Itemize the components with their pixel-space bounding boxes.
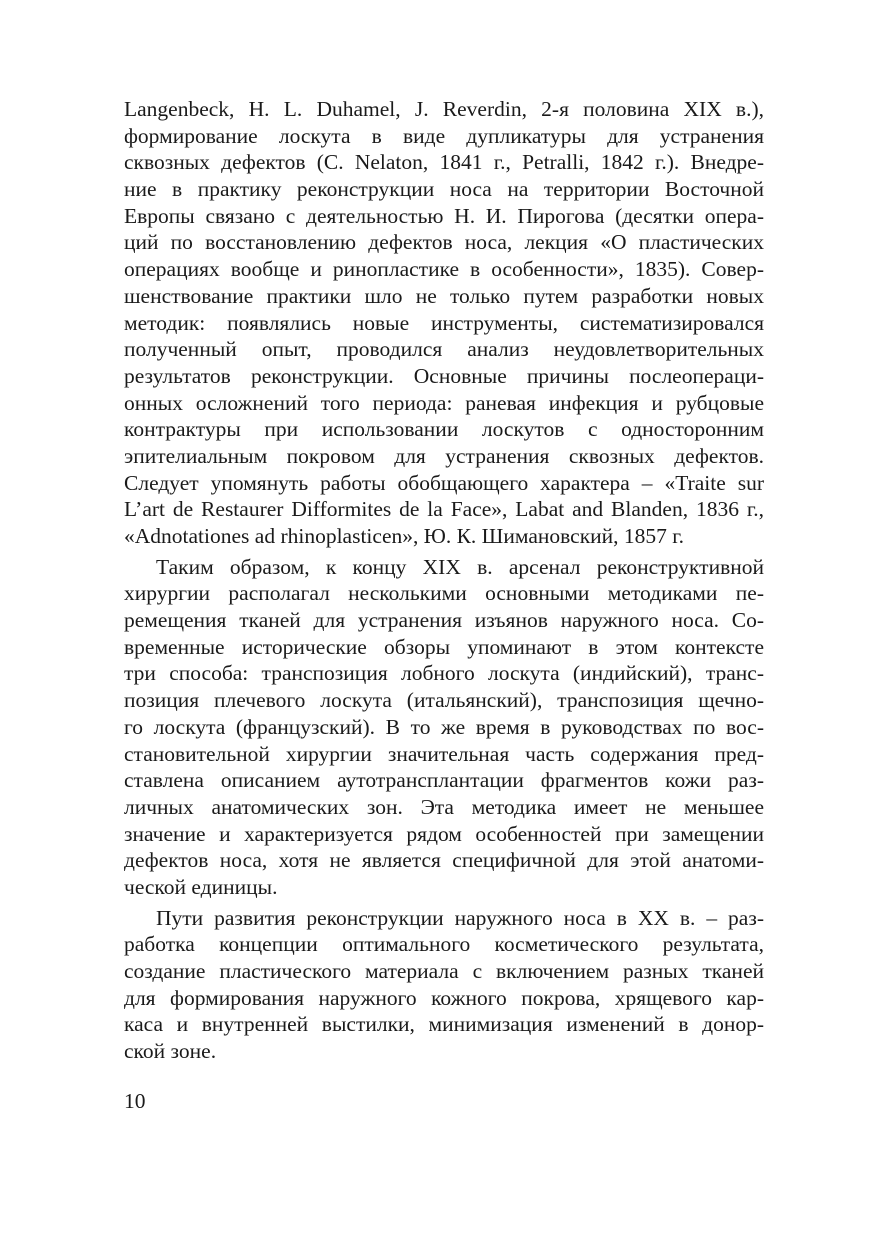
text-line: каса и внутренней выстилки, минимизация изменений в донор- bbox=[124, 1012, 764, 1037]
text-line: шенствование практики шло не только путем разработки новых bbox=[124, 283, 764, 308]
text-line: временные исторические обзоры упоминают в этом контексте bbox=[124, 634, 764, 659]
text-line: хирургии располагал несколькими основными методиками пе- bbox=[124, 581, 764, 606]
text-line: результатов реконструкции. Основные причины послеопераци- bbox=[124, 363, 764, 388]
text-line: работка концепции оптимального косметического результата, bbox=[124, 932, 764, 957]
text-line: ской зоне. bbox=[124, 1039, 217, 1064]
text-line: три способа: транспозиция лобного лоскута (индийский), транс- bbox=[124, 661, 764, 686]
text-line: онных осложнений того периода: раневая инфекция и рубцовые bbox=[124, 390, 764, 415]
text-line: полученный опыт, проводился анализ неудовлетворительных bbox=[124, 337, 764, 362]
text-line: дефектов носа, хотя не является специфичной для этой анатоми- bbox=[124, 848, 764, 873]
text-line: значение и характеризуется рядом особенностей при замещении bbox=[124, 821, 764, 846]
text-line: ние в практику реконструкции носа на территории Восточной bbox=[124, 177, 764, 202]
text-line: Европы связано с деятельностью Н. И. Пирогова (десятки опера- bbox=[124, 203, 764, 228]
text-line: личных анатомических зон. Эта методика имеет не меньшее bbox=[124, 794, 764, 819]
text-line: ческой единицы. bbox=[124, 874, 278, 899]
text-line: создание пластического материала с включением разных тканей bbox=[124, 959, 764, 983]
page-number: 10 bbox=[124, 1089, 146, 1113]
text-line: Следует упомянуть работы обобщающего характера – «Traite sur bbox=[124, 470, 764, 495]
text-line: L’art de Restaurer Difformites de la Face», Labat and Blanden, 1836 г., bbox=[124, 497, 764, 522]
paragraph bbox=[124, 96, 764, 550]
text-line: ций по восстановлению дефектов носа, лекция «О пластических bbox=[124, 230, 764, 255]
body-text bbox=[124, 96, 764, 1065]
text-line: «Adnotationes ad rhinoplasticen», Ю. К. Шимановский, 1857 г. bbox=[124, 524, 685, 548]
text-line: Таким образом, к концу XIX в. арсенал реконструктивной bbox=[156, 554, 764, 579]
text-line: для формирования наружного кожного покрова, хрящевого кар- bbox=[124, 985, 764, 1010]
text-line: Пути развития реконструкции наружного носа в XX в. – раз- bbox=[156, 905, 764, 930]
text-line: методик: появлялись новые инструменты, систематизировался bbox=[124, 310, 764, 335]
text-line: контрактуры при использовании лоскутов с односторонним bbox=[124, 417, 764, 442]
text-line: становительной хирургии значительная часть содержания пред- bbox=[124, 741, 764, 766]
text-line: ремещения тканей для устранения изъянов наружного носа. Со- bbox=[124, 608, 764, 633]
text-line: операциях вообще и ринопластике в особенности», 1835). Совер- bbox=[124, 257, 764, 282]
text-line: эпителиальным покровом для устранения сквозных дефектов. bbox=[124, 443, 764, 468]
text-line: го лоскута (французский). В то же время в руководствах по вос- bbox=[124, 714, 764, 739]
text-line: Langenbeck, H. L. Duhamel, J. Reverdin, 2-я половина XIX в.), bbox=[124, 97, 764, 121]
text-line: формирование лоскута в виде дупликатуры для устранения bbox=[124, 123, 764, 148]
paragraph bbox=[124, 554, 764, 901]
text-line: позиция плечевого лоскута (итальянский), транспозиция щечно- bbox=[124, 688, 764, 713]
paragraph bbox=[124, 905, 764, 1065]
text-line: сквозных дефектов (C. Nelaton, 1841 г., Petralli, 1842 г.). Внедре- bbox=[124, 150, 764, 175]
text-line: ставлена описанием аутотрансплантации фрагментов кожи раз- bbox=[124, 768, 764, 793]
